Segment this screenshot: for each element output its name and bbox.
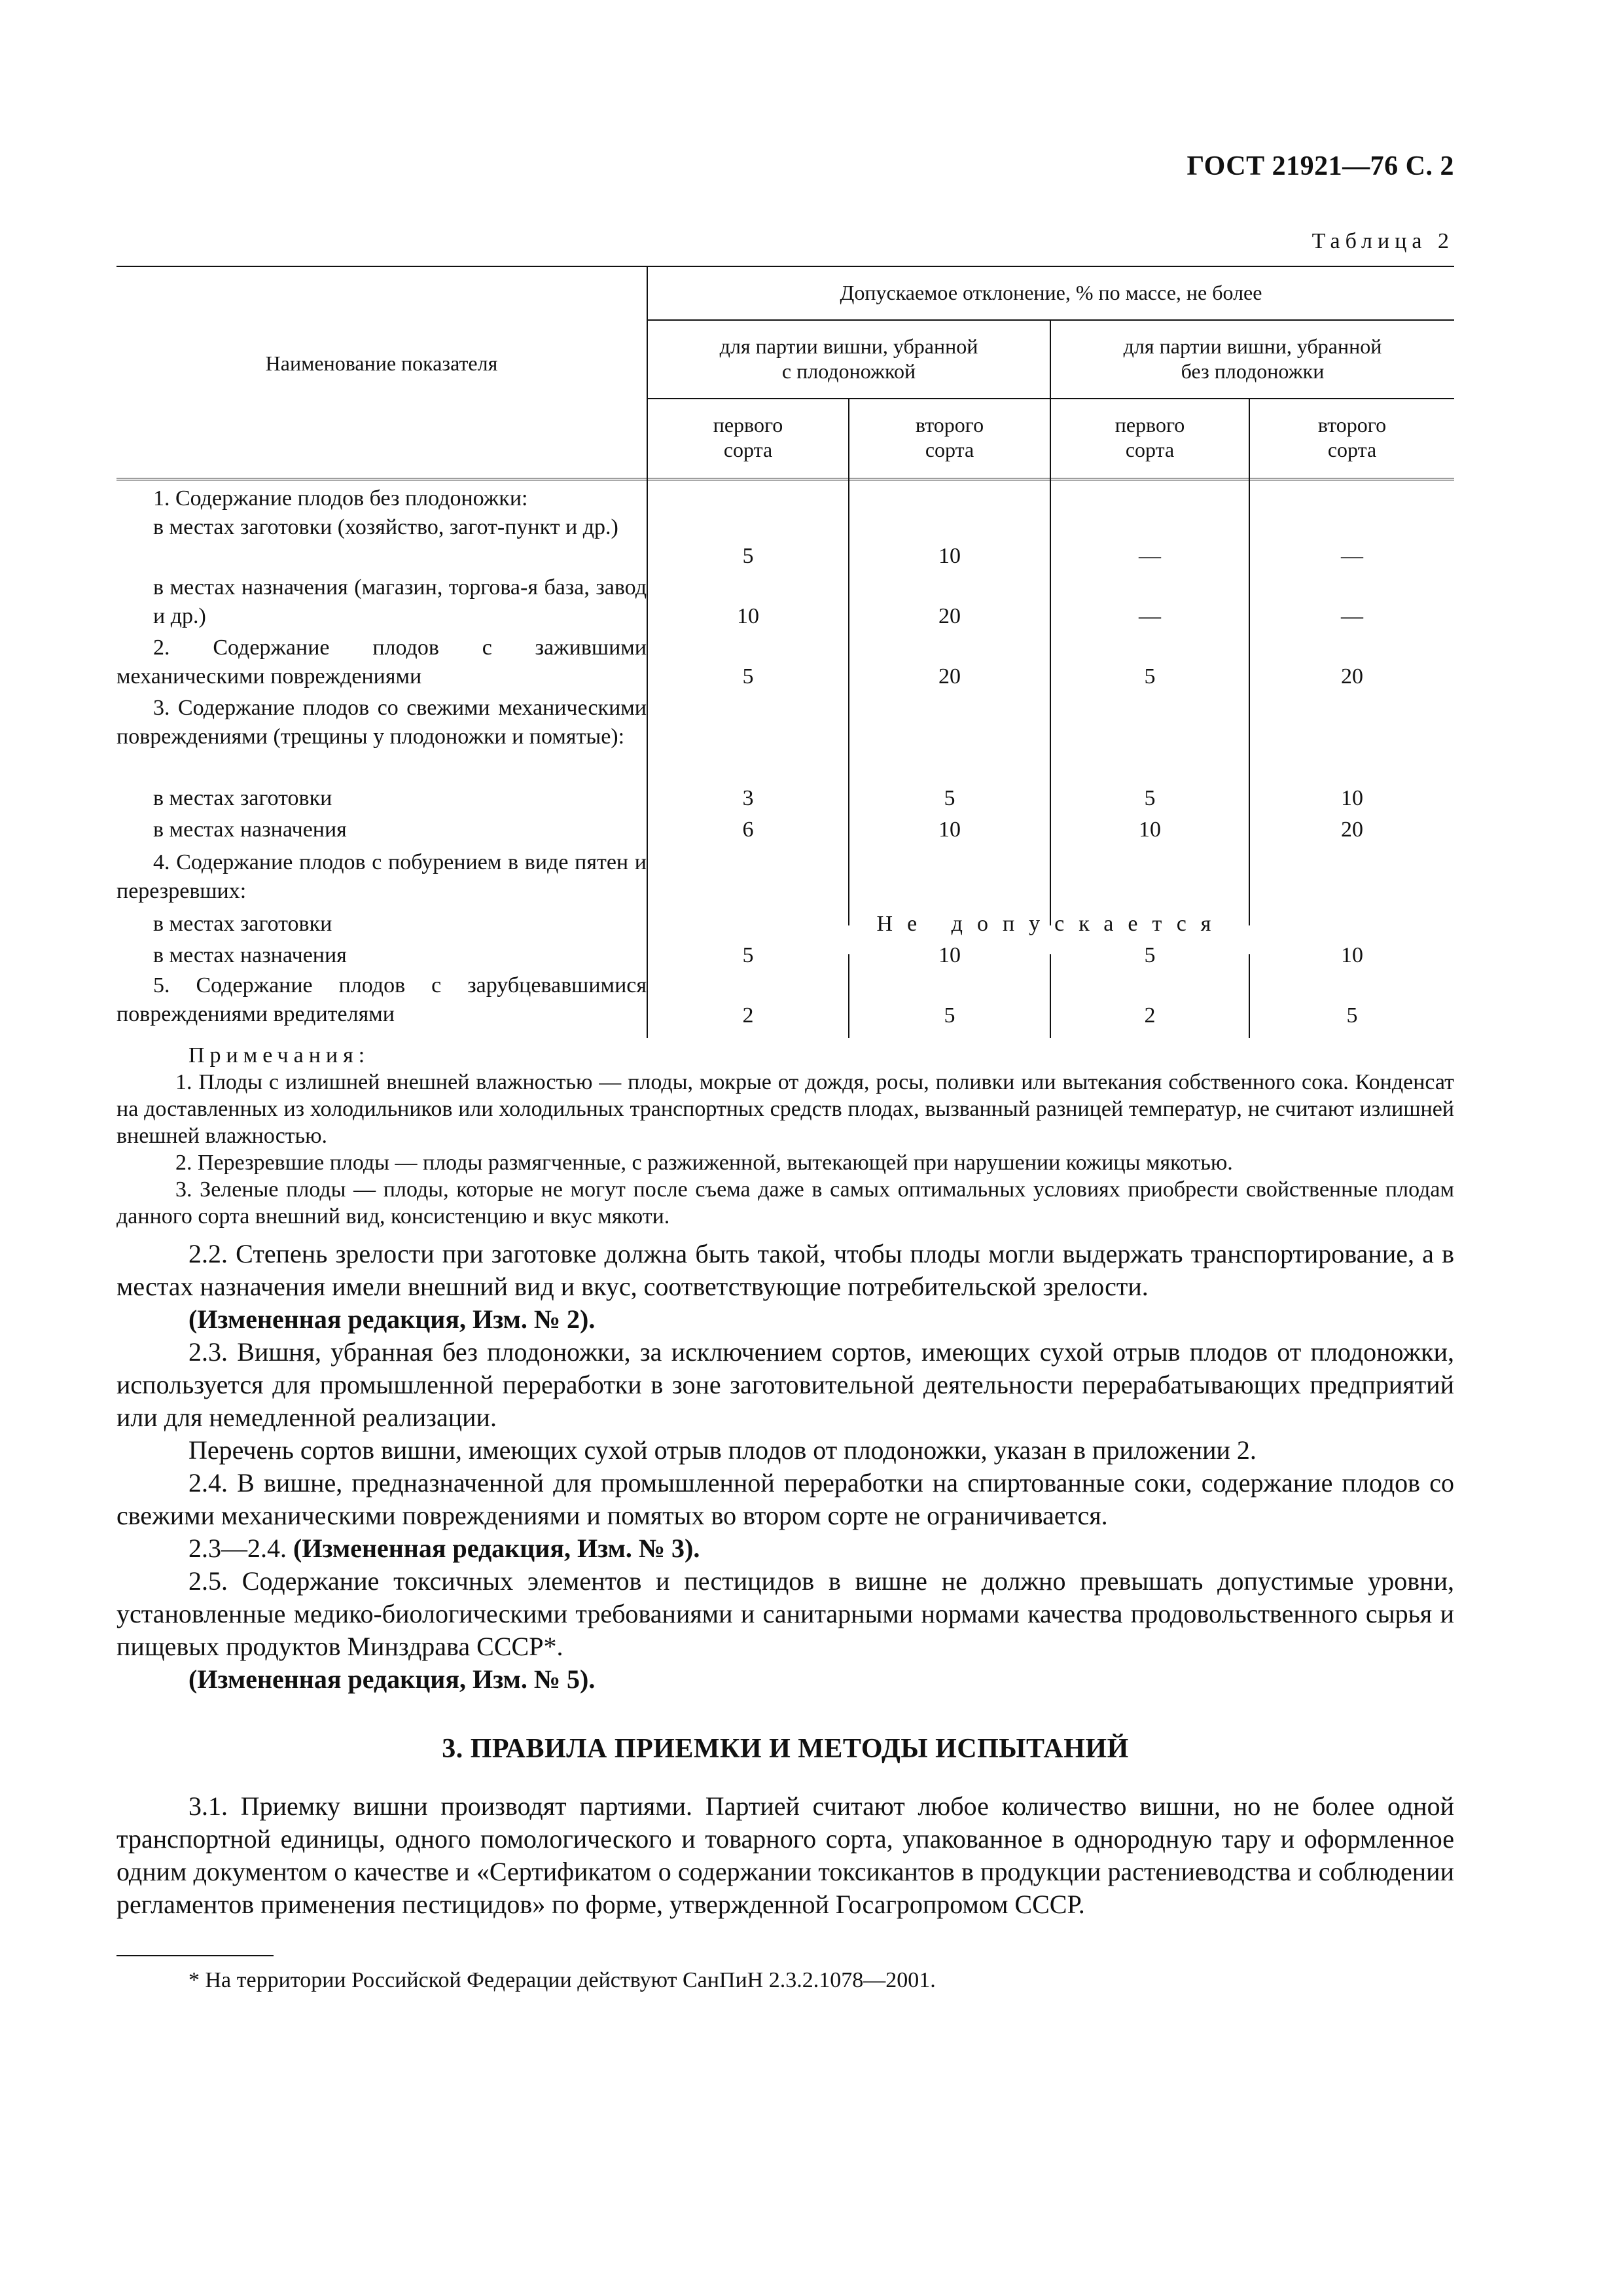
table-cell: 3 (742, 786, 754, 810)
paragraph-2-3: 2.3. Вишня, убранная без плодоножки, за исключением сортов, имеющих сухой отрыв плодов от плодоножки, используется для промышленной переработки в зоне заготовительной деятельности перерабатывающих предприятий или для немедленной реализации. (116, 1337, 1454, 1432)
section-heading: 3. ПРАВИЛА ПРИЕМКИ И МЕТОДЫ ИСПЫТАНИЙ (442, 1734, 1129, 1764)
merged-cell-not-allowed: Не допускается (876, 912, 1226, 936)
table-cell: 10 (1341, 943, 1363, 967)
note-item: 3. Зеленые плоды — плоды, которые не могут после съема даже в самых оптимальных условиях приобрести свойственные плодам данного сорта внешний вид, консистенцию и вкус мякоти. (116, 1177, 1454, 1229)
page-header: ГОСТ 21921—76 С. 2 (1186, 151, 1454, 181)
table-cell: — (1341, 604, 1363, 628)
table-cell: 10 (1341, 786, 1363, 810)
header-group-without-stalk: для партии вишни, убранной без плодоножки (1123, 334, 1382, 383)
header-name-col: Наименование показателя (265, 351, 498, 375)
table-cell: 20 (938, 664, 961, 689)
table-cell: 5 (1144, 664, 1156, 689)
table-cell: 20 (1341, 817, 1363, 842)
table-cell: — (1139, 604, 1161, 628)
paragraph-variety-list: Перечень сортов вишни, имеющих сухой отрыв плодов от плодоножки, указан в приложении 2. (188, 1435, 1257, 1465)
header-rule-1 (648, 319, 1454, 321)
row-name: в местах заготовки (153, 912, 332, 936)
header-deviation: Допускаемое отклонение, % по массе, не более (840, 281, 1262, 304)
table-cell: 10 (737, 604, 759, 628)
table-cell: 5 (742, 943, 754, 967)
row-name: 5. Содержание плодов с зарубцевавшимися повреждениями вредителями (116, 973, 647, 1026)
table-cell: — (1139, 544, 1161, 568)
note-item: 1. Плоды с излишней внешней влажностью — плоды, мокрые от дождя, росы, поливки или вытекания собственного сока. Конденсат на доставленных из холодильников или холодильных транспортных средств плодах, вызванный разницей температур, не считают излишней внешней влажностью. (116, 1070, 1454, 1148)
row-name: в местах назначения (153, 817, 347, 842)
table-top-rule (116, 266, 1454, 267)
header-sort-2: второго сорта (915, 413, 984, 461)
row-name: в местах заготовки (153, 786, 332, 810)
table-cell: 5 (944, 786, 955, 810)
table-cell: 10 (938, 817, 961, 842)
document-page (116, 151, 1454, 1994)
footnote: * На территории Российской Федерации действуют СанПиН 2.3.2.1078—2001. (188, 1968, 936, 1992)
header-bottom-rule (116, 478, 1454, 480)
table-cell: 2 (742, 1003, 754, 1028)
row-name: в местах назначения (153, 943, 347, 967)
amendment-note: 2.3—2.4. (Измененная редакция, Изм. № 3). (188, 1534, 700, 1563)
amendment-note: (Измененная редакция, Изм. № 2). (188, 1304, 596, 1334)
notes-title: Примечания: (188, 1043, 370, 1067)
table-cell: 5 (742, 664, 754, 689)
row-name: в местах заготовки (хозяйство, загот-пункт и др.) (153, 515, 618, 539)
table-cell: 20 (938, 604, 961, 628)
row-name: 3. Содержание плодов со свежими механическими повреждениями (трещины у плодоножки и помятые): (116, 696, 647, 749)
table-cell: 5 (1144, 786, 1156, 810)
table-cell: 20 (1341, 664, 1363, 689)
table-cell: 5 (1144, 943, 1156, 967)
table-cell: 5 (944, 1003, 955, 1028)
header-sort-3: первого сорта (1115, 413, 1185, 461)
paragraph-2-5: 2.5. Содержание токсичных элементов и пестицидов в вишне не должно превышать допустимые уровни, установленные медико-биологическими требованиями и санитарными нормами качества продовольственного сырья и пищевых продуктов Минздрава СССР*. (116, 1566, 1454, 1661)
table-cell: 10 (1139, 817, 1161, 842)
table-cell: 2 (1144, 1003, 1156, 1028)
document-body (116, 1238, 1454, 1921)
row-name: 2. Содержание плодов с зажившими механическими повреждениями (116, 636, 647, 689)
paragraph-3-1: 3.1. Приемку вишни производят партиями. Партией считают любое количество вишни, но не более одной транспортной единицы, одного помологического и товарного сорта, упакованное в однородную тару и оформленное одним документом о качестве и «Сертификатом о содержании токсикантов в продукции растениеводства и соблюдении регламентов применения пестицидов» по форме, утвержденной Госагропромом СССР. (116, 1791, 1454, 1919)
header-group-with-stalk: для партии вишни, убранной с плодоножкой (719, 334, 978, 383)
table-cell: 6 (742, 817, 754, 842)
table-cell: 10 (938, 943, 961, 967)
table-label: Таблица 2 (1311, 229, 1454, 253)
header-rule-2 (648, 398, 1454, 399)
row-name: 4. Содержание плодов с побурением в виде пятен и перезревших: (116, 850, 647, 903)
table-cell: 5 (1346, 1003, 1358, 1028)
note-item: 2. Перезревшие плоды — плоды размягченные, с разжиженной, вытекающей при нарушении кожицы мякотью. (175, 1151, 1233, 1175)
data-table (116, 266, 1454, 1038)
amendment-note: (Измененная редакция, Изм. № 5). (188, 1664, 596, 1694)
table-cell: 10 (938, 544, 961, 568)
footnote-rule (116, 1955, 274, 1956)
table-notes (116, 1042, 1454, 1230)
row-name: 1. Содержание плодов без плодоножки: (153, 486, 528, 511)
header-sort-1: первого сорта (713, 413, 783, 461)
paragraph-2-2: 2.2. Степень зрелости при заготовке должна быть такой, чтобы плоды могли выдержать транспортирование, а в местах назначения имели внешний вид и вкус, соответствующие потребительской зрелости. (116, 1239, 1454, 1301)
header-sort-4: второго сорта (1317, 413, 1387, 461)
row-name: в местах назначения (магазин, торгова-я база, завод и др.) (153, 575, 647, 628)
paragraph-2-4: 2.4. В вишне, предназначенной для промышленной переработки на спиртованные соки, содержание плодов со свежими механическими повреждениями и помятых во втором сорте не ограничивается. (116, 1468, 1454, 1530)
table-cell: — (1341, 544, 1363, 568)
table-cell: 5 (742, 544, 754, 568)
